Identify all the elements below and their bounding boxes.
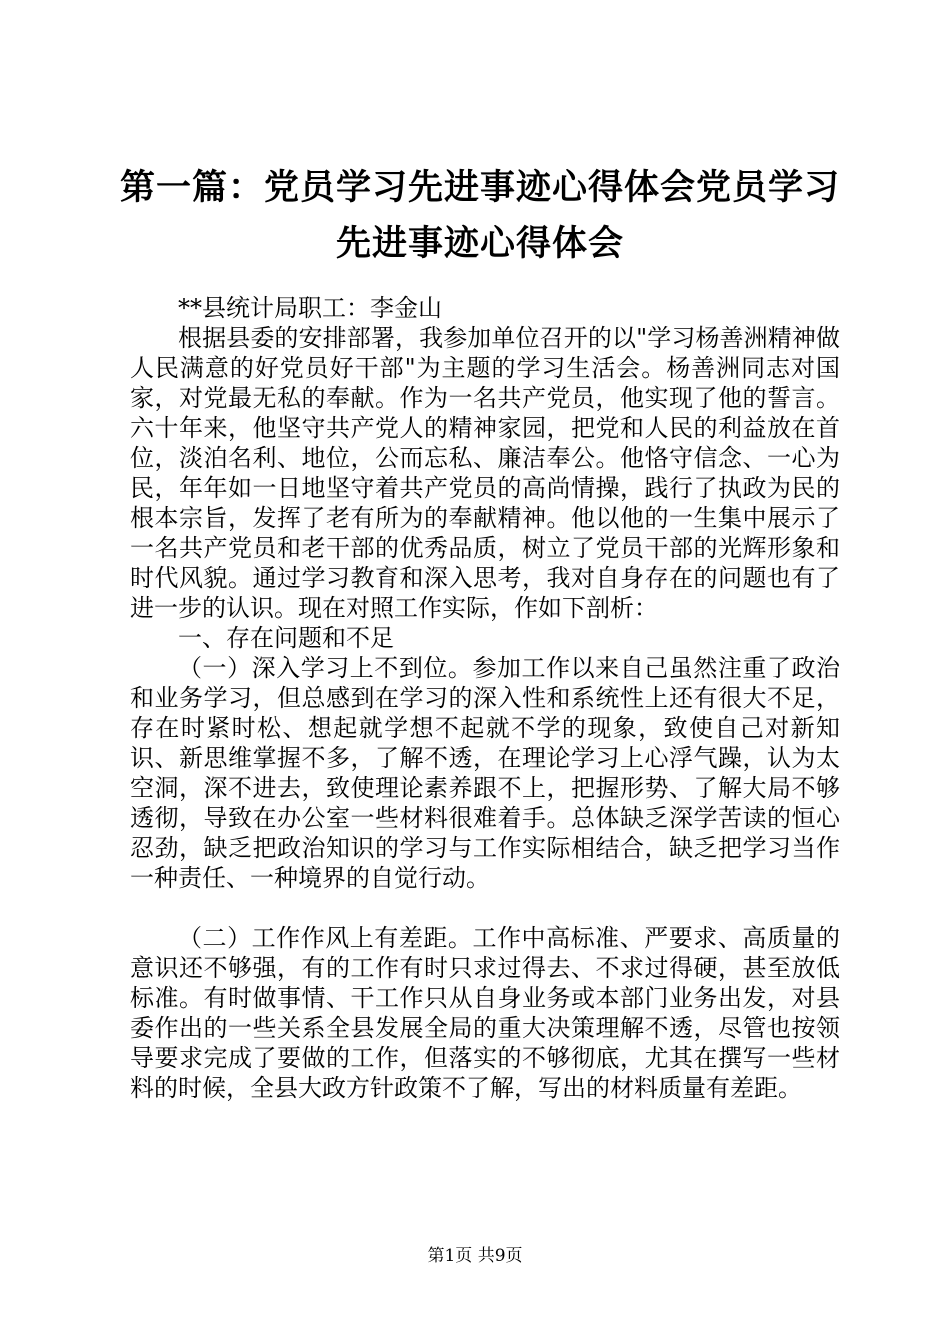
paragraph-item-1: （一）深入学习上不到位。参加工作以来自己虽然注重了政治和业务学习，但总感到在学习的深入性和系统性上还有很大不足，存在时紧时松、想起就学想不起就不学的现象，致使自己对新知识、新思维掌握不多，了解不透，在理论学习上心浮气躁，认为太空洞，深不进去，致使理论素养跟不上，把握形势、了解大局不够透彻，导致在办公室一些材料很难着手。总体缺乏深学苦读的恒心忍劲，缺乏把政治知识的学习与工作实际相结合，缺乏把学习当作一种责任、一种境界的自觉行动。 xyxy=(130,654,840,892)
section-heading: 一、存在问题和不足 xyxy=(178,624,394,652)
author-line: **县统计局职工：李金山 xyxy=(178,294,442,322)
document-title: 第一篇：党员学习先进事迹心得体会党员学习先进事迹心得体会 xyxy=(120,167,841,264)
paragraph-item-2: （二）工作作风上有差距。工作中高标准、严要求、高质量的意识还不够强，有的工作有时只求过得去、不求过得硬，甚至放低标准。有时做事情、干工作只从自身业务或本部门业务出发，对县委作出的一些关系全县发展全局的重大决策理解不透，尽管也按领导要求完成了要做的工作，但落实的不够彻底，尤其在撰写一些材料的时候，全县大政方针政策不了解，写出的材料质量有差距。 xyxy=(130,924,840,1102)
page-number: 第1页 共9页 xyxy=(427,1246,523,1266)
paragraph-intro: 根据县委的安排部署，我参加单位召开的以"学习杨善洲精神做人民满意的好党员好干部"为主题的学习生活会。杨善洲同志对国家，对党最无私的奉献。作为一名共产党员，他实现了他的誓言。六十年来，他坚守共产党人的精神家园，把党和人民的利益放在首位，淡泊名利、地位，公而忘私、廉洁奉公。他恪守信念、一心为民，年年如一日地坚守着共产党员的高尚情操，践行了执政为民的根本宗旨，发挥了老有所为的奉献精神。他以他的一生集中展示了一名共产党员和老干部的优秀品质，树立了党员干部的光辉形象和时代风貌。通过学习教育和深入思考，我对自身存在的问题也有了进一步的认识。现在对照工作实际，作如下剖析： xyxy=(130,324,840,622)
document-body xyxy=(130,293,840,1103)
